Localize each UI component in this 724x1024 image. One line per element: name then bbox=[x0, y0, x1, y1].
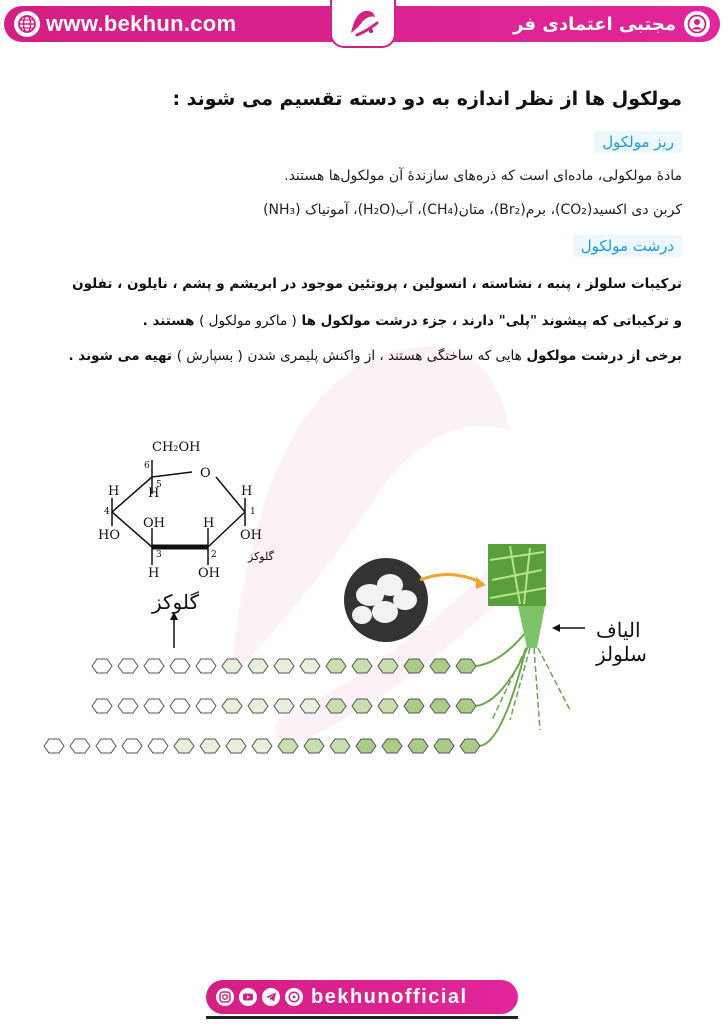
oh-label-c3-top: OH bbox=[143, 516, 165, 531]
glucose-unit bbox=[96, 739, 116, 753]
header bbox=[0, 0, 724, 52]
macro-line-2-b: ( ماکرو مولکول ) bbox=[199, 313, 297, 329]
section-heading-micro bbox=[594, 132, 682, 151]
brand-logo bbox=[330, 0, 396, 48]
diagram-graphics bbox=[40, 420, 690, 790]
ring-oxygen-label: O bbox=[200, 466, 211, 481]
fiber-strand bbox=[538, 648, 570, 710]
author-name: مجتبی اعتمادی فر bbox=[513, 13, 676, 35]
h-label-c1-top: H bbox=[241, 484, 253, 499]
glucose-unit bbox=[326, 699, 346, 713]
h-label-c3-bottom: H bbox=[148, 566, 160, 581]
glucose-unit bbox=[118, 659, 138, 673]
orange-arrow bbox=[420, 574, 480, 582]
glucose-unit bbox=[430, 699, 450, 713]
glucose-unit bbox=[200, 739, 220, 753]
fiber-label: الیاف سلولز bbox=[596, 618, 647, 666]
footer-underline bbox=[206, 1016, 518, 1019]
glucose-unit bbox=[356, 739, 376, 753]
orange-arrowhead bbox=[476, 577, 486, 589]
h-label-c2-top: H bbox=[203, 516, 215, 531]
glucose-unit bbox=[196, 659, 216, 673]
youtube-icon[interactable] bbox=[239, 988, 257, 1006]
footer-bar bbox=[206, 980, 518, 1014]
oh-label-c2-bottom: OH bbox=[198, 566, 220, 581]
glucose-unit bbox=[326, 659, 346, 673]
glucose-unit bbox=[404, 659, 424, 673]
glucose-unit bbox=[304, 739, 324, 753]
section-heading-macro bbox=[573, 236, 682, 255]
h-label-c5: H bbox=[148, 486, 160, 501]
macro-line-3-b: هایی که ساختگی هستند ، از واکنش پلیمری شدن bbox=[247, 348, 522, 364]
glucose-unit bbox=[352, 659, 372, 673]
glucose-small-caption: گلوکز bbox=[248, 550, 274, 563]
glucose-unit bbox=[222, 699, 242, 713]
globe-icon bbox=[14, 11, 40, 37]
carbon-number-5: 5 bbox=[156, 480, 162, 490]
glucose-label: گلوکز bbox=[152, 590, 200, 614]
glucose-unit bbox=[278, 739, 298, 753]
glucose-unit bbox=[144, 699, 164, 713]
macro-line-3-a: برخی از درشت مولکول bbox=[526, 348, 682, 364]
glucose-unit bbox=[378, 699, 398, 713]
glucose-unit bbox=[222, 659, 242, 673]
footer-handle[interactable]: bekhunofficial bbox=[311, 985, 468, 1008]
glucose-unit bbox=[274, 659, 294, 673]
glucose-unit bbox=[122, 739, 142, 753]
cellulose-chains bbox=[44, 620, 570, 753]
glucose-unit bbox=[144, 659, 164, 673]
glucose-unit bbox=[460, 739, 480, 753]
author-block bbox=[513, 10, 710, 38]
glucose-unit bbox=[330, 739, 350, 753]
glucose-unit bbox=[456, 699, 476, 713]
macro-line-3-c: ( بسپارش ) bbox=[176, 348, 243, 364]
glucose-ring bbox=[112, 460, 245, 565]
instagram-icon[interactable] bbox=[216, 988, 234, 1006]
telegram-icon[interactable] bbox=[262, 988, 280, 1006]
ho-label-c4: HO bbox=[98, 528, 120, 543]
glucose-unit bbox=[248, 659, 268, 673]
cellulose-diagram bbox=[40, 420, 690, 790]
carbon-number-1: 1 bbox=[250, 507, 256, 517]
h-label-c4-top: H bbox=[108, 484, 120, 499]
micro-definition: مادهٔ مولکولی، ماده‌ای است که ذره‌های سازندهٔ آن مولکول‌ها هستند. bbox=[284, 168, 682, 184]
glucose-unit bbox=[196, 699, 216, 713]
glucose-unit bbox=[92, 699, 112, 713]
oh-label-c1: OH bbox=[240, 528, 262, 543]
aparat-icon[interactable] bbox=[285, 988, 303, 1006]
glucose-unit bbox=[226, 739, 246, 753]
fiber-strand bbox=[510, 648, 530, 720]
carbon-number-6: 6 bbox=[144, 461, 150, 471]
glucose-unit bbox=[148, 739, 168, 753]
glucose-unit bbox=[456, 659, 476, 673]
ch2oh-label: CH₂OH bbox=[152, 440, 201, 455]
macro-line-3-d: تهیه می شوند . bbox=[68, 348, 172, 364]
macro-line-3 bbox=[38, 348, 682, 364]
glucose-unit bbox=[300, 659, 320, 673]
fiber-bundle bbox=[518, 606, 545, 648]
carbon-number-3: 3 bbox=[156, 550, 162, 560]
glucose-unit bbox=[70, 739, 90, 753]
glucose-unit bbox=[382, 739, 402, 753]
section-label-macro: درشت مولکول bbox=[573, 235, 682, 257]
page-title: مولکول ها از نظر اندازه به دو دسته تقسیم می شوند : bbox=[172, 88, 682, 110]
glucose-unit bbox=[430, 659, 450, 673]
carbon-number-2: 2 bbox=[211, 550, 217, 560]
macro-line-2-a: و ترکیباتی که پیشوند "پلی" دارند ، جزء درشت مولکول ها bbox=[301, 313, 682, 329]
social-icons bbox=[216, 988, 303, 1006]
carbon-number-4: 4 bbox=[104, 507, 110, 517]
fiber-arrowhead bbox=[552, 624, 560, 632]
micro-examples: کربن دی اکسید(CO₂)، برم(Br₂)، متان(CH₄)، آب(H₂O)، آمونیاک (NH₃) bbox=[263, 202, 682, 218]
glucose-unit bbox=[434, 739, 454, 753]
glucose-unit bbox=[44, 739, 64, 753]
user-icon bbox=[684, 11, 710, 37]
glucose-unit bbox=[170, 659, 190, 673]
section-label-micro: ریز مولکول bbox=[594, 131, 682, 153]
glucose-unit bbox=[378, 659, 398, 673]
site-url[interactable]: www.bekhun.com bbox=[46, 11, 237, 36]
macro-line-2-c: هستند . bbox=[142, 313, 195, 329]
glucose-unit bbox=[408, 739, 428, 753]
glucose-unit bbox=[300, 699, 320, 713]
glucose-unit bbox=[274, 699, 294, 713]
glucose-unit bbox=[252, 739, 272, 753]
glucose-unit bbox=[404, 699, 424, 713]
chain-tail bbox=[476, 642, 530, 706]
macro-line-2 bbox=[38, 313, 682, 329]
glucose-unit bbox=[352, 699, 372, 713]
site-link[interactable] bbox=[14, 10, 236, 38]
glucose-unit bbox=[118, 699, 138, 713]
glucose-unit bbox=[174, 739, 194, 753]
glucose-unit bbox=[92, 659, 112, 673]
glucose-unit bbox=[170, 699, 190, 713]
macro-line-1: ترکیبات سلولز ، پنبه ، نشاسته ، انسولین ، پروتئین موجود در ابریشم و پشم ، نایلون ، تفلون bbox=[72, 276, 682, 292]
fiber-strand bbox=[534, 648, 540, 730]
glucose-unit bbox=[248, 699, 268, 713]
